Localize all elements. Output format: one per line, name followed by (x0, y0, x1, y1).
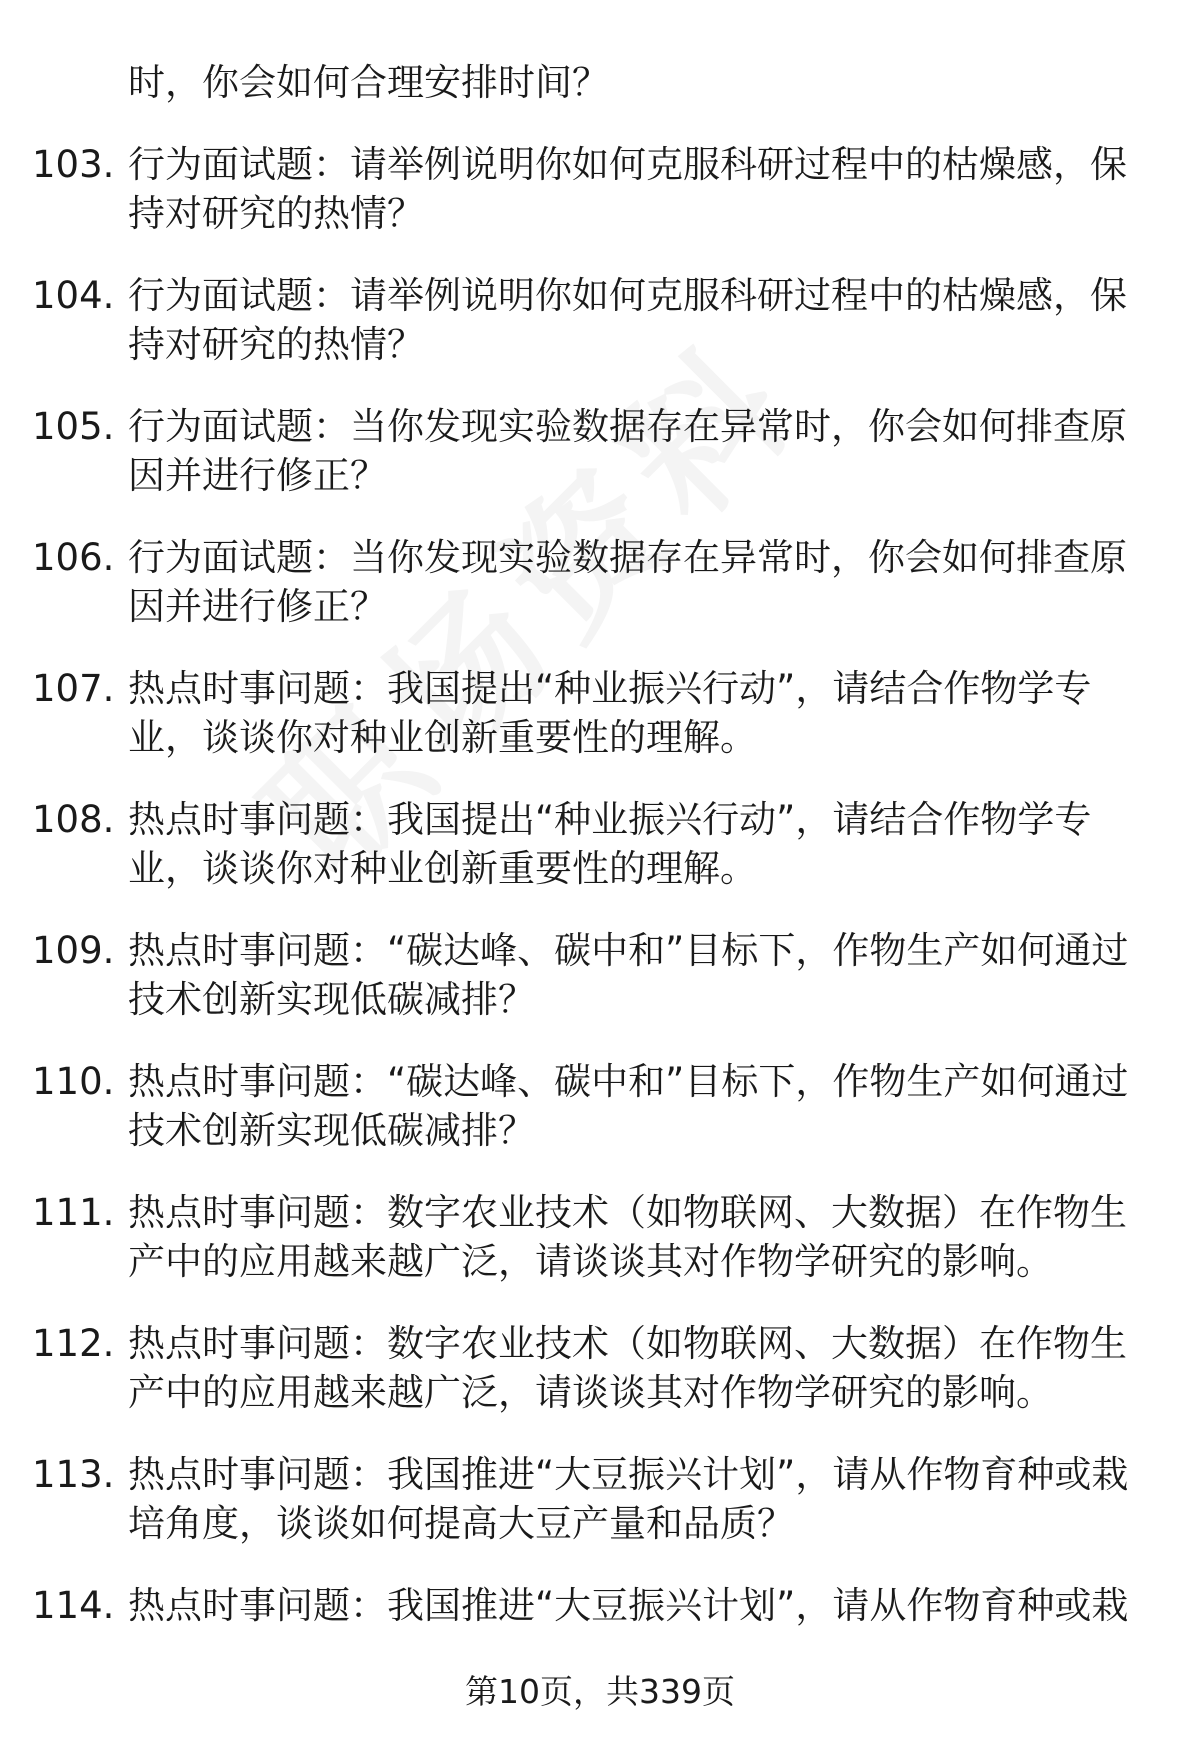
item-text: 热点时事问题：数字农业技术（如物联网、大数据）在作物生产中的应用越来越广泛，请谈谈其对作物学研究的影响。 (128, 1322, 1127, 1414)
item-text: 行为面试题：当你发现实验数据存在异常时，你会如何排查原因并进行修正？ (128, 405, 1127, 497)
list-item (32, 402, 1142, 500)
list-item (32, 1581, 1142, 1630)
item-text: 行为面试题：请举例说明你如何克服科研过程中的枯燥感，保持对研究的热情？ (128, 143, 1127, 235)
item-number: 113. (32, 1453, 115, 1496)
item-text: 热点时事问题：我国提出“种业振兴行动”，请结合作物学专业，谈谈你对种业创新重要性的理解。 (128, 667, 1092, 759)
page-number-footer: 第10页，共339页 (465, 1672, 735, 1711)
item-number: 103. (32, 143, 115, 186)
list-item (32, 1450, 1142, 1548)
list-item (32, 795, 1142, 893)
list-item (32, 664, 1142, 762)
item-number: 114. (32, 1584, 115, 1627)
question-list (32, 58, 1142, 1663)
item-number: 112. (32, 1322, 115, 1365)
item-number: 105. (32, 405, 115, 448)
item-text: 热点时事问题：我国提出“种业振兴行动”，请结合作物学专业，谈谈你对种业创新重要性的理解。 (128, 798, 1092, 890)
item-text: 热点时事问题：我国推进“大豆振兴计划”，请从作物育种或栽培角度，谈谈如何提高大豆产量和品质？ (128, 1453, 1129, 1545)
list-item (32, 926, 1142, 1024)
item-text: 行为面试题：请举例说明你如何克服科研过程中的枯燥感，保持对研究的热情？ (128, 274, 1127, 366)
list-item (32, 140, 1142, 238)
item-text: 热点时事问题：数字农业技术（如物联网、大数据）在作物生产中的应用越来越广泛，请谈谈其对作物学研究的影响。 (128, 1191, 1127, 1283)
list-item-continuation (32, 58, 1142, 107)
list-item (32, 271, 1142, 369)
item-number: 108. (32, 798, 115, 841)
item-number: 109. (32, 929, 115, 972)
list-item (32, 1057, 1142, 1155)
item-text: 热点时事问题：“碳达峰、碳中和”目标下，作物生产如何通过技术创新实现低碳减排？ (128, 1060, 1129, 1152)
item-text: 热点时事问题：“碳达峰、碳中和”目标下，作物生产如何通过技术创新实现低碳减排？ (128, 929, 1129, 1021)
item-text: 热点时事问题：我国推进“大豆振兴计划”，请从作物育种或栽 (128, 1584, 1129, 1627)
item-number: 111. (32, 1191, 115, 1234)
list-item (32, 1188, 1142, 1286)
item-number: 110. (32, 1060, 115, 1103)
list-item (32, 533, 1142, 631)
list-item (32, 1319, 1142, 1417)
item-text: 时，你会如何合理安排时间？ (128, 61, 609, 104)
item-number: 104. (32, 274, 115, 317)
item-number: 107. (32, 667, 115, 710)
item-text: 行为面试题：当你发现实验数据存在异常时，你会如何排查原因并进行修正？ (128, 536, 1127, 628)
item-number: 106. (32, 536, 115, 579)
